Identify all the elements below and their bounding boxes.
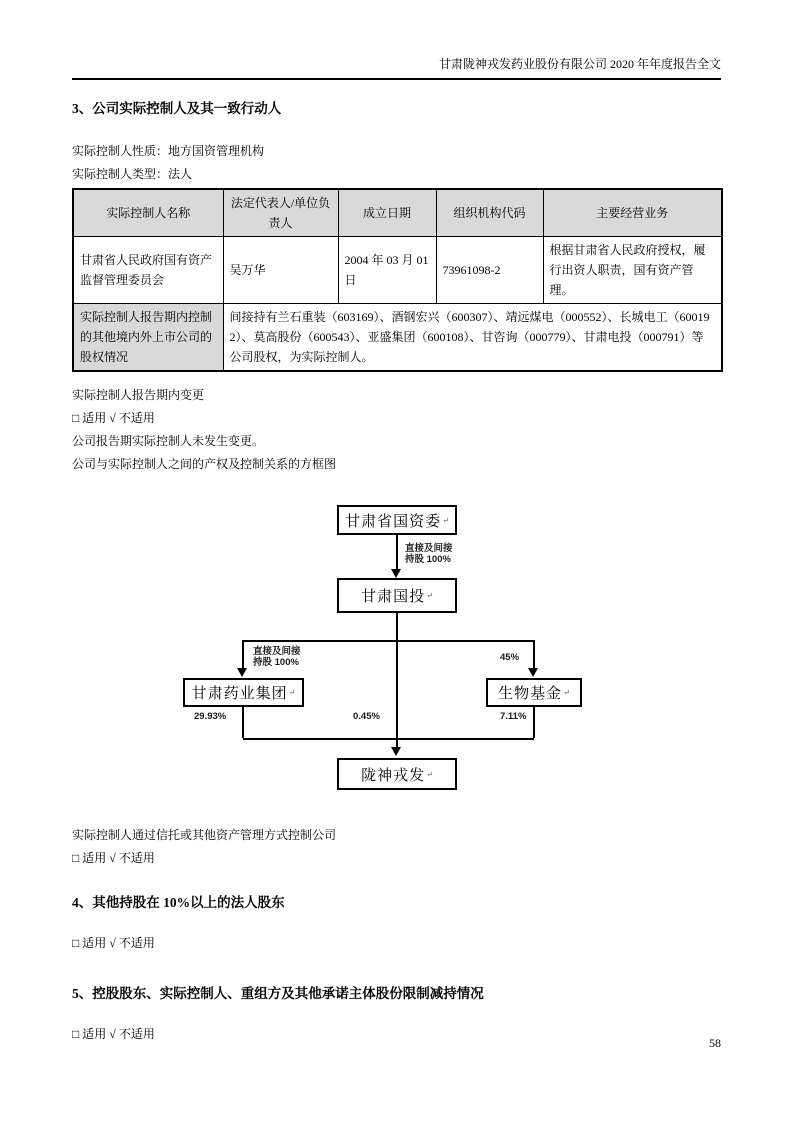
col-header-legal-rep: 法定代表人/单位负责人 [223,189,338,237]
no-change-note: 公司报告期实际控制人未发生变更。 [72,434,265,448]
controller-type-line: 实际控制人类型：法人 [72,167,193,181]
col-header-main-business: 主要经营业务 [543,189,722,237]
trust-control-note: 实际控制人通过信托或其他资产管理方式控制公司 [72,828,337,842]
section-4-heading: 4、其他持股在 10%以上的法人股东 [72,895,285,910]
cell-legal-rep: 吴万华 [223,237,338,304]
node-label-gansu-invest: 甘肃国投 [361,589,426,605]
arrowhead-into-pharma [237,668,247,677]
node-label-company: 陇神戎发 [361,767,426,784]
table-row-controller [73,237,722,304]
table-row-other-holdings [73,304,722,372]
edge-line-sasac-invest [396,535,398,569]
cell-other-holdings-value: 间接持有兰石重装（603169）、酒钢宏兴（600307）、靖远煤电（000552）、长城电工（600192）、莫高股份（600543）、亚盛集团（600108）、甘咨询（000779）、甘肃电投（000791）等公司股权，为实际控制人。 [223,304,722,372]
cell-org-code: 73961098-2 [436,237,543,304]
branch-horizontal-line [243,640,534,642]
table-header-row [73,189,722,237]
arrowhead-into-bio [528,668,538,677]
cell-main-business: 根据甘肃省人民政府授权，履行出资人职责，国有资产管理。 [543,237,722,304]
edge-line-invest-bio [533,640,535,668]
edge-label-pct-045: 0.45% [353,711,380,722]
col-header-controller-name: 实际控制人名称 [73,189,223,237]
collector-horizontal-line [243,738,534,740]
edge-label-pct-711: 7.11% [500,711,527,722]
edge-label-direct-line1: 直接及间接 [253,646,301,657]
paragraph-mark: ↵ [426,769,433,779]
ownership-structure-diagram [72,490,721,800]
edge-line-invest-company [396,613,398,747]
diagram-caption: 公司与实际控制人之间的产权及控制关系的方框图 [72,457,337,471]
arrowhead-into-invest [391,569,401,578]
page-number: 58 [709,1036,721,1050]
diagram-node-gansu-invest [337,578,457,613]
cell-other-holdings-label: 实际控制人报告期内控制的其他境内外上市公司的股权情况 [73,304,223,372]
applicability-line-section4: □ 适用 √ 不适用 [72,936,155,950]
applicability-line-section5: □ 适用 √ 不适用 [72,1027,155,1041]
controller-change-title: 实际控制人报告期内变更 [72,388,205,402]
page-header [72,56,721,80]
edge-label-invest-pharma [253,646,301,668]
controller-nature-line: 实际控制人性质：地方国资管理机构 [72,144,265,158]
cell-controller-name: 甘肃省人民政府国有资产监督管理委员会 [73,237,223,304]
diagram-node-sasac [337,505,457,535]
edge-label-sasac-invest [405,543,453,565]
edge-label-direct-line2: 持股 100% [405,554,451,565]
edge-line-invest-pharma [242,640,244,668]
col-header-established: 成立日期 [338,189,436,237]
section-3-heading: 3、公司实际控制人及其一致行动人 [72,101,282,116]
paragraph-mark: ↵ [426,591,433,600]
edge-label-direct-line2: 持股 100% [253,657,299,668]
diagram-node-bio-fund [486,678,582,707]
section-5-heading: 5、控股股东、实际控制人、重组方及其他承诺主体股份限制减持情况 [72,986,484,1001]
paragraph-mark: ↵ [563,688,570,697]
arrowhead-into-company [391,747,401,756]
header-title: 甘肃陇神戎发药业股份有限公司 2020 年年度报告全文 [438,57,721,71]
edge-label-pct-2993: 29.93% [194,711,227,722]
node-label-bio-fund: 生物基金 [498,686,563,702]
actual-controller-table [72,188,723,372]
edge-line-bio-out [533,707,535,738]
edge-label-direct-line1: 直接及间接 [405,543,453,554]
applicability-line-trust: □ 适用 √ 不适用 [72,851,155,865]
diagram-node-company [337,758,457,790]
paragraph-mark: ↵ [288,688,296,697]
edge-label-pct-45: 45% [500,652,520,663]
paragraph-mark: ↵ [442,515,449,525]
diagram-node-pharma-group [183,678,304,707]
col-header-org-code: 组织机构代码 [436,189,543,237]
cell-established: 2004 年 03 月 01 日 [338,237,436,304]
edge-line-pharma-out [242,707,244,738]
applicability-line-change: □ 适用 √ 不适用 [72,411,155,425]
node-label-pharma-group: 甘肃药业集团 [191,686,288,702]
node-label-sasac: 甘肃省国资委 [345,513,442,530]
